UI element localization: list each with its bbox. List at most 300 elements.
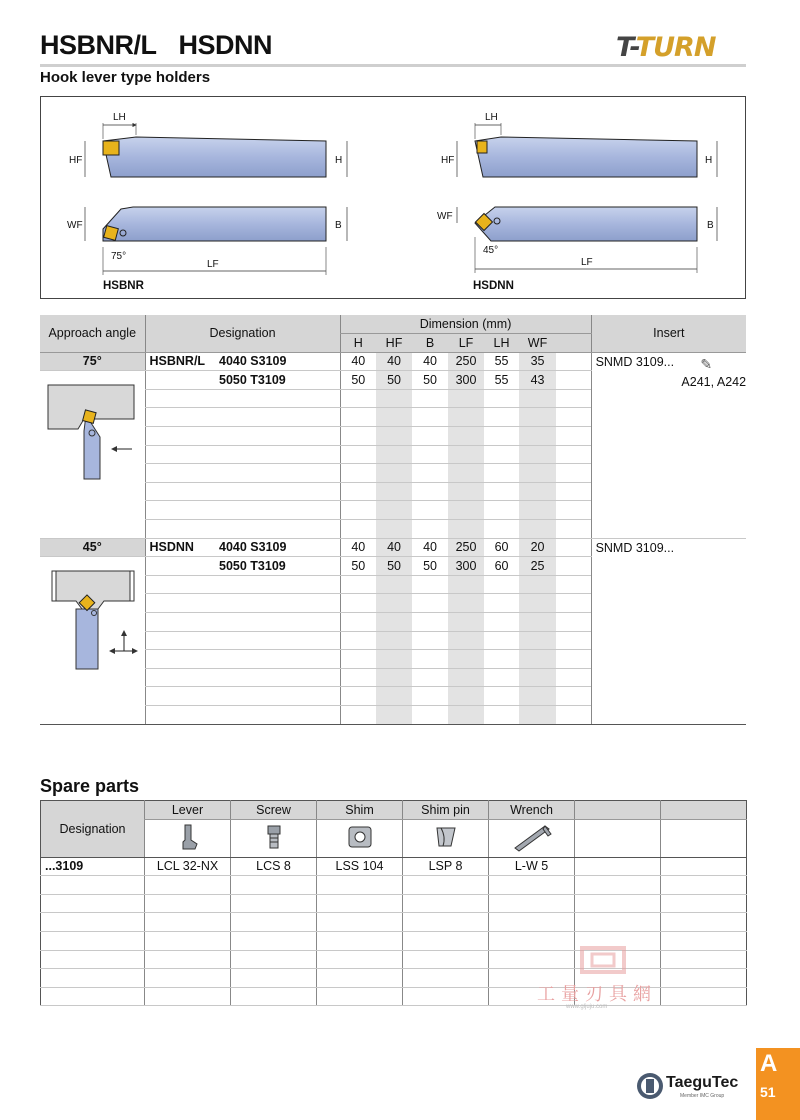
hsdnn-top-view — [437, 207, 717, 273]
empty-cell — [556, 594, 591, 613]
svg-text:LF: LF — [207, 259, 219, 270]
empty-cell — [215, 482, 340, 501]
empty-cell — [231, 987, 317, 1006]
spare-col-wrench: Wrench — [489, 801, 575, 820]
empty-cell — [145, 482, 215, 501]
empty-cell — [215, 389, 340, 408]
empty-cell — [145, 631, 215, 650]
empty-cell — [412, 464, 448, 483]
empty-cell — [340, 427, 376, 446]
empty-cell — [41, 913, 145, 932]
empty-cell — [661, 876, 747, 895]
table-cell: 40 — [376, 352, 412, 371]
empty-cell — [376, 668, 412, 687]
empty-cell — [145, 408, 215, 427]
empty-cell — [231, 969, 317, 988]
watermark-text: 工量刃具網 — [537, 984, 657, 1005]
empty-cell — [412, 389, 448, 408]
designation-code: 5050 T3109 — [215, 557, 340, 576]
empty-cell — [556, 538, 591, 557]
empty-cell — [317, 913, 403, 932]
empty-cell — [317, 876, 403, 895]
empty-cell — [556, 575, 591, 594]
empty-cell — [519, 594, 556, 613]
empty-cell — [489, 876, 575, 895]
empty-cell — [215, 445, 340, 464]
empty-cell — [403, 931, 489, 950]
empty-cell — [412, 520, 448, 539]
empty-cell — [448, 389, 484, 408]
empty-cell — [145, 705, 215, 724]
empty-cell — [519, 575, 556, 594]
empty-cell — [556, 668, 591, 687]
svg-text:HF: HF — [441, 155, 455, 166]
empty-cell — [448, 482, 484, 501]
svg-text:H: H — [705, 155, 713, 166]
spare-col-shim: Shim — [317, 801, 403, 820]
empty-cell — [145, 969, 231, 988]
empty-cell — [41, 876, 145, 895]
empty-cell — [215, 594, 340, 613]
table-cell: 300 — [448, 557, 484, 576]
empty-cell — [215, 575, 340, 594]
empty-cell — [519, 482, 556, 501]
table-cell: 55 — [484, 352, 519, 371]
holder-diagram-panel — [40, 96, 746, 299]
empty-cell — [556, 482, 591, 501]
empty-cell — [340, 501, 376, 520]
empty-cell — [41, 987, 145, 1006]
empty-cell — [412, 427, 448, 446]
empty-cell — [376, 445, 412, 464]
dimension-header: Dimension (mm) — [340, 315, 591, 334]
empty-cell — [448, 501, 484, 520]
holder-drawings — [41, 97, 745, 298]
empty-cell — [484, 408, 519, 427]
empty-cell — [484, 668, 519, 687]
empty-cell — [575, 913, 661, 932]
empty-cell — [448, 427, 484, 446]
approach-75-illustration-cell — [40, 371, 145, 538]
holders-header-row-1 — [40, 315, 746, 334]
dim-header-blank — [556, 334, 591, 353]
brand-name: TaeguTec — [666, 1074, 739, 1091]
insert-cell — [591, 538, 746, 724]
empty-cell — [145, 464, 215, 483]
empty-cell — [376, 594, 412, 613]
empty-cell — [145, 389, 215, 408]
table-cell: LCL 32-NX — [145, 857, 231, 876]
table-cell: 50 — [340, 557, 376, 576]
empty-cell — [403, 987, 489, 1006]
empty-cell — [215, 427, 340, 446]
table-cell: 35 — [519, 352, 556, 371]
designation-code: 4040 S3109 — [215, 352, 340, 371]
empty-cell — [145, 557, 215, 576]
empty-cell — [448, 464, 484, 483]
svg-text:75°: 75° — [111, 251, 127, 262]
table-row — [41, 894, 747, 913]
empty-cell — [145, 931, 231, 950]
empty-cell — [661, 819, 747, 857]
empty-cell — [448, 668, 484, 687]
empty-cell — [556, 557, 591, 576]
empty-cell — [484, 482, 519, 501]
empty-cell — [145, 371, 215, 390]
empty-cell — [145, 594, 215, 613]
empty-cell — [412, 631, 448, 650]
empty-cell — [376, 408, 412, 427]
empty-cell — [575, 819, 661, 857]
empty-cell — [556, 650, 591, 669]
empty-cell — [376, 427, 412, 446]
table-cell: L-W 5 — [489, 857, 575, 876]
empty-cell — [412, 687, 448, 706]
empty-cell — [412, 613, 448, 632]
empty-cell — [412, 650, 448, 669]
table-row — [41, 913, 747, 932]
empty-cell — [448, 631, 484, 650]
empty-cell — [145, 501, 215, 520]
empty-cell — [519, 668, 556, 687]
empty-cell — [376, 687, 412, 706]
table-cell: 40 — [376, 538, 412, 557]
empty-cell — [519, 445, 556, 464]
empty-cell — [340, 389, 376, 408]
empty-cell — [340, 464, 376, 483]
table-cell: 50 — [412, 557, 448, 576]
empty-cell — [556, 631, 591, 650]
empty-cell — [448, 445, 484, 464]
empty-cell — [376, 650, 412, 669]
empty-cell — [41, 950, 145, 969]
empty-cell — [519, 705, 556, 724]
empty-cell — [215, 501, 340, 520]
empty-cell — [231, 950, 317, 969]
svg-text:B: B — [707, 220, 714, 231]
approach-45-illustration-cell — [40, 557, 145, 724]
empty-cell — [484, 687, 519, 706]
empty-cell — [575, 876, 661, 895]
empty-cell — [556, 371, 591, 390]
approach-angle-header: Approach angle — [40, 315, 145, 352]
section-letter: A — [760, 1050, 778, 1077]
empty-cell — [145, 520, 215, 539]
svg-text:45°: 45° — [483, 245, 499, 256]
empty-cell — [340, 445, 376, 464]
empty-cell — [41, 894, 145, 913]
empty-cell — [145, 950, 231, 969]
table-cell: 40 — [412, 352, 448, 371]
empty-cell — [215, 464, 340, 483]
spare-col-shim-pin: Shim pin — [403, 801, 489, 820]
dim-header-wf: WF — [519, 334, 556, 353]
empty-cell — [484, 650, 519, 669]
spare-designation-header: Designation — [41, 801, 145, 858]
empty-cell — [215, 705, 340, 724]
empty-cell — [231, 876, 317, 895]
table-row — [41, 857, 747, 876]
empty-cell — [403, 913, 489, 932]
empty-cell — [519, 427, 556, 446]
empty-cell — [448, 408, 484, 427]
t-turn-logo: T-TURN — [616, 32, 716, 63]
title-secondary: HSDNN — [178, 30, 273, 60]
wrench-icon — [489, 819, 575, 857]
empty-cell — [403, 894, 489, 913]
empty-cell — [215, 520, 340, 539]
empty-cell — [340, 613, 376, 632]
empty-cell — [412, 445, 448, 464]
hsdnn-label: HSDNN — [473, 280, 514, 292]
empty-cell — [484, 594, 519, 613]
empty-cell — [519, 408, 556, 427]
empty-cell — [448, 613, 484, 632]
dim-header-b: B — [412, 334, 448, 353]
spare-parts-title: Spare parts — [40, 776, 140, 796]
empty-cell — [145, 668, 215, 687]
svg-text:LF: LF — [581, 257, 593, 268]
brand-subtitle: Member IMC Group — [680, 1093, 725, 1099]
table-cell: 25 — [519, 557, 556, 576]
empty-cell — [519, 650, 556, 669]
empty-cell — [519, 613, 556, 632]
table-cell: 250 — [448, 352, 484, 371]
empty-cell — [376, 575, 412, 594]
empty-cell — [489, 913, 575, 932]
empty-cell — [412, 482, 448, 501]
empty-cell — [317, 950, 403, 969]
table-cell: 40 — [340, 538, 376, 557]
table-cell: 40 — [340, 352, 376, 371]
insert-cell — [591, 352, 746, 538]
dim-header-hf: HF — [376, 334, 412, 353]
page-title — [40, 30, 272, 61]
empty-cell — [484, 445, 519, 464]
empty-cell — [489, 894, 575, 913]
table-row — [41, 876, 747, 895]
spare-col-lever: Lever — [145, 801, 231, 820]
empty-cell — [448, 575, 484, 594]
empty-cell — [215, 687, 340, 706]
empty-cell — [661, 857, 747, 876]
empty-cell — [519, 631, 556, 650]
empty-cell — [556, 613, 591, 632]
insert-header: Insert — [591, 315, 746, 352]
empty-cell — [556, 427, 591, 446]
empty-cell — [145, 876, 231, 895]
empty-cell — [340, 520, 376, 539]
table-cell: 300 — [448, 371, 484, 390]
empty-cell — [317, 931, 403, 950]
series-name: HSBNR/L — [145, 352, 215, 371]
empty-cell — [412, 705, 448, 724]
empty-cell — [575, 894, 661, 913]
approach-45-illustration — [42, 561, 142, 673]
table-cell: 50 — [376, 371, 412, 390]
empty-cell — [556, 520, 591, 539]
empty-cell — [484, 520, 519, 539]
empty-cell — [376, 520, 412, 539]
empty-cell — [556, 705, 591, 724]
empty-cell — [145, 650, 215, 669]
table-cell: 40 — [412, 538, 448, 557]
empty-cell — [145, 687, 215, 706]
svg-text:HF: HF — [69, 155, 83, 166]
empty-cell — [519, 687, 556, 706]
empty-cell — [448, 705, 484, 724]
empty-cell — [317, 894, 403, 913]
svg-text:LH: LH — [113, 112, 126, 123]
dim-header-lh: LH — [484, 334, 519, 353]
empty-cell — [448, 650, 484, 669]
empty-cell — [519, 389, 556, 408]
empty-cell — [376, 464, 412, 483]
empty-cell — [340, 650, 376, 669]
empty-cell — [448, 594, 484, 613]
empty-cell — [376, 631, 412, 650]
empty-cell — [145, 987, 231, 1006]
spare-col-screw: Screw — [231, 801, 317, 820]
empty-cell — [376, 389, 412, 408]
empty-cell — [41, 931, 145, 950]
table-cell: LSP 8 — [403, 857, 489, 876]
approach-angle-45: 45° — [40, 538, 145, 557]
empty-cell — [519, 501, 556, 520]
page-subtitle: Hook lever type holders — [40, 69, 211, 86]
table-cell: 55 — [484, 371, 519, 390]
designation-header: Designation — [145, 315, 340, 352]
table-cell: LSS 104 — [317, 857, 403, 876]
hsbnr-top-view — [67, 207, 347, 275]
insert-page-icon: ✎ — [700, 355, 713, 372]
empty-cell — [556, 352, 591, 371]
table-row — [40, 352, 746, 371]
svg-text:LH: LH — [485, 112, 498, 123]
shim-icon — [317, 819, 403, 857]
empty-cell — [403, 950, 489, 969]
empty-cell — [519, 464, 556, 483]
empty-cell — [412, 408, 448, 427]
empty-cell — [215, 613, 340, 632]
spare-designation: ...3109 — [41, 857, 145, 876]
designation-code: 4040 S3109 — [215, 538, 340, 557]
empty-cell — [556, 687, 591, 706]
empty-cell — [412, 668, 448, 687]
table-cell: 20 — [519, 538, 556, 557]
title-divider — [40, 64, 746, 67]
empty-cell — [575, 857, 661, 876]
empty-cell — [215, 650, 340, 669]
holders-table — [40, 315, 746, 725]
empty-cell — [317, 987, 403, 1006]
empty-cell — [376, 482, 412, 501]
empty-cell — [403, 876, 489, 895]
empty-cell — [215, 668, 340, 687]
empty-cell — [340, 668, 376, 687]
empty-cell — [340, 687, 376, 706]
empty-cell — [215, 631, 340, 650]
screw-icon — [231, 819, 317, 857]
empty-cell — [412, 501, 448, 520]
empty-cell — [519, 520, 556, 539]
empty-cell — [145, 427, 215, 446]
lever-icon — [145, 819, 231, 857]
empty-cell — [145, 445, 215, 464]
table-row — [40, 538, 746, 557]
empty-cell — [484, 613, 519, 632]
empty-cell — [376, 705, 412, 724]
empty-cell — [145, 613, 215, 632]
empty-cell — [661, 894, 747, 913]
page-number: 51 — [760, 1084, 776, 1100]
empty-cell — [484, 427, 519, 446]
hsdnn-side-view — [441, 112, 717, 177]
insert-page-refs[interactable]: A241, A242 — [681, 374, 747, 389]
empty-cell — [556, 389, 591, 408]
empty-cell — [556, 501, 591, 520]
svg-text:H: H — [335, 155, 343, 166]
table-cell: 250 — [448, 538, 484, 557]
table-cell: 50 — [412, 371, 448, 390]
table-cell: 50 — [376, 557, 412, 576]
insert-code: SNMD 3109... — [595, 354, 675, 369]
empty-cell — [376, 501, 412, 520]
empty-cell — [661, 913, 747, 932]
empty-cell — [145, 894, 231, 913]
title-primary: HSBNR/L — [40, 30, 157, 60]
dim-header-lf: LF — [448, 334, 484, 353]
approach-angle-75: 75° — [40, 352, 145, 371]
hsbnr-label: HSBNR — [103, 280, 144, 292]
insert-code: SNMD 3109... — [595, 540, 675, 555]
empty-cell — [556, 464, 591, 483]
table-cell: 60 — [484, 538, 519, 557]
empty-cell — [448, 520, 484, 539]
empty-cell — [484, 631, 519, 650]
empty-cell — [484, 464, 519, 483]
empty-cell — [340, 408, 376, 427]
empty-cell — [484, 705, 519, 724]
dim-header-h: H — [340, 334, 376, 353]
table-row — [41, 801, 747, 820]
table-cell: 43 — [519, 371, 556, 390]
empty-cell — [145, 913, 231, 932]
empty-cell — [484, 389, 519, 408]
empty-cell — [412, 594, 448, 613]
empty-cell — [340, 705, 376, 724]
empty-cell — [556, 408, 591, 427]
empty-cell — [412, 575, 448, 594]
table-cell: 50 — [340, 371, 376, 390]
empty-cell — [340, 482, 376, 501]
table-cell: LCS 8 — [231, 857, 317, 876]
designation-code: 5050 T3109 — [215, 371, 340, 390]
empty-cell — [376, 613, 412, 632]
series-name: HSDNN — [145, 538, 215, 557]
svg-text:WF: WF — [437, 211, 453, 222]
shim-pin-icon — [403, 819, 489, 857]
empty-cell — [231, 913, 317, 932]
empty-cell — [215, 408, 340, 427]
empty-cell — [340, 594, 376, 613]
empty-cell — [41, 969, 145, 988]
hsbnr-side-view — [69, 112, 347, 177]
empty-cell — [231, 894, 317, 913]
empty-cell — [340, 631, 376, 650]
empty-cell — [556, 445, 591, 464]
approach-75-illustration — [42, 375, 142, 487]
